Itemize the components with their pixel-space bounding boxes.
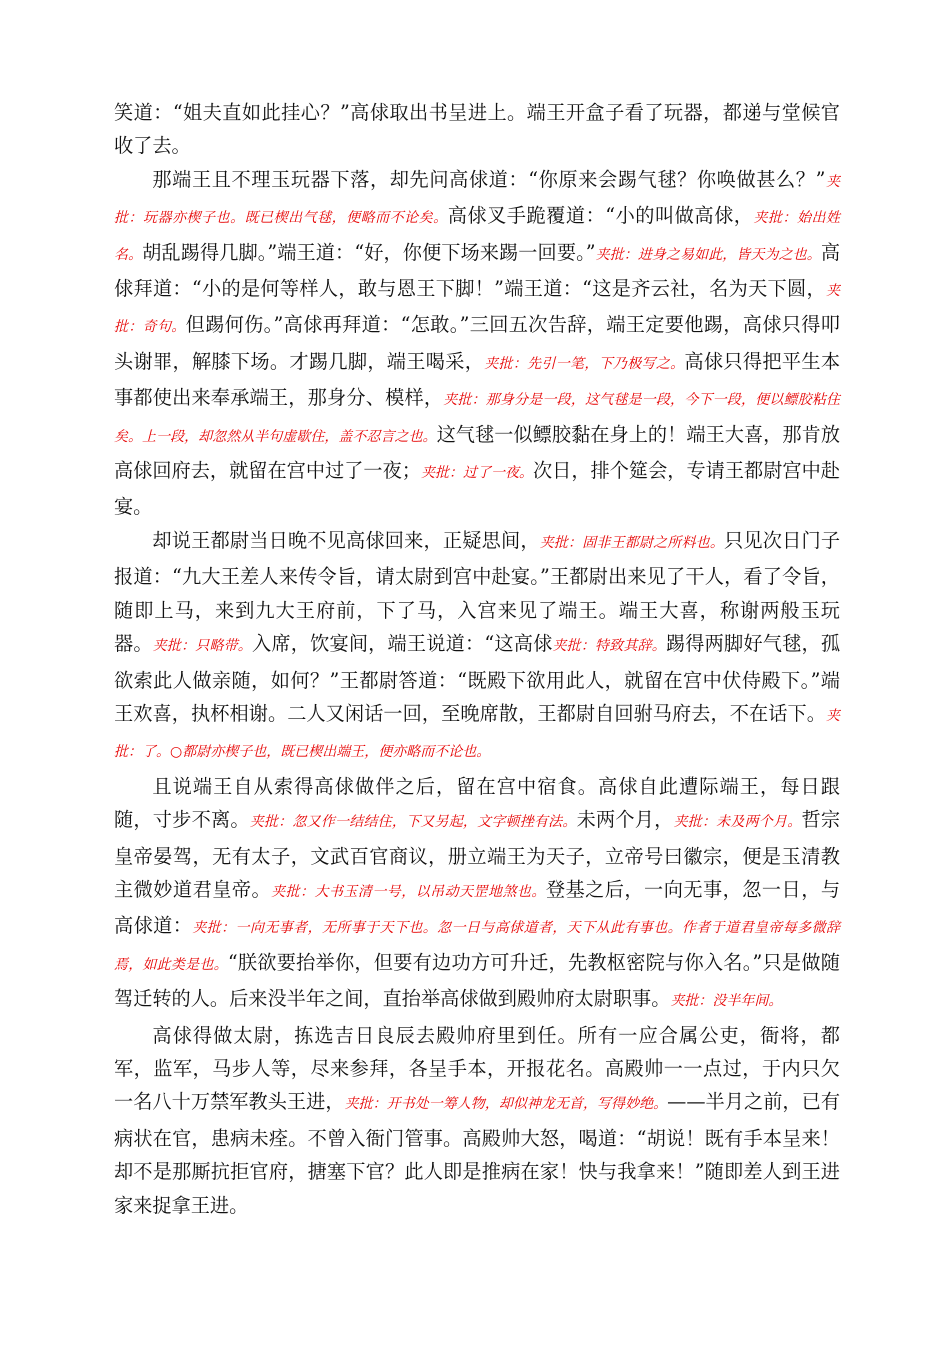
commentary-note: 夹批：玩器亦楔子也。既已楔出气毬，便略而不论矣。 [114, 173, 841, 227]
document-page [114, 96, 840, 1222]
body-text: 胡乱踢得几脚。”端王道：“好，你便下场来踢一回要。” [142, 240, 596, 264]
body-text: 高俅得做太尉，拣选吉日良辰去殿帅府里到任。所有一应合属公吏，衙将，都军，监军，马步人等，尽来参拜，各呈手本，开报花名。高殿帅一一点过，于内只欠一名八十万禁军教头王进， [114, 1023, 840, 1114]
commentary-note: 夹批：没半年间。 [670, 993, 783, 1010]
body-text: 登基之后，一向无事，忽一日，与高俅道： [114, 877, 841, 938]
body-text: 这气毬一似鳔胶黏在身上的！端王大喜，那肯放高俅回府去，就留在宫中过了一夜； [114, 422, 841, 483]
body-text: 入席，饮宴间，端王说道：“这高俅 [251, 632, 553, 656]
commentary-note: 夹批：先引一笔，下乃极写之。 [484, 355, 685, 372]
paragraph [114, 1019, 840, 1222]
commentary-note: 夹批：奇句。 [114, 283, 840, 336]
paragraph [114, 163, 840, 524]
body-text: 未两个月， [576, 808, 674, 832]
body-text: 但踢何伤。”高俅再拜道：“怎敢。”三回五次告辞，端王定要他踢，高俅只得叩头谢罪，解膝下场。才踢几脚，端王喝采， [114, 313, 840, 373]
paragraph [114, 770, 840, 1019]
commentary-note: 夹批：那身分是一段，这气毬是一段，今下一段，便以鳔胶粘住矣。上一段，却忽然从半句虚歇住，盖不忍言之也。 [114, 392, 841, 445]
body-text: “朕欲要抬举你，但要有边功方可升迁，先教枢密院与你入名。”只是做随驾迁转的人。后来没半年之间，直抬举高俅做到殿帅府太尉职事。 [114, 950, 840, 1011]
commentary-note: 夹批：未及两个月。 [673, 814, 802, 831]
body-text: 却说王都尉当日晚不见高俅回来，正疑思间， [152, 528, 540, 552]
body-text: 踢得两脚好气毬，孤欲索此人做亲随，如何？”王都尉答道：“既殿下欲用此人，就留在宫中伏侍殿下。”端王欢喜，执杯相谢。二人又闲话一回，至晚席散，王都尉自回驸马府去，不在话下。 [114, 632, 841, 725]
body-text: 那端王且不理玉玩器下落，却先问高俅道：“你原来会踢气毬？你唤做甚么？” [152, 167, 826, 191]
commentary-note: 夹批：过了一夜。 [421, 465, 533, 482]
body-text: 只见次日门子报道：“九大王差人来传令旨，请太尉到宫中赴宴。”王都尉出来见了干人，看了令旨，随即上马，来到九大王府前，下了马，入宫来见了端王。端王大喜，称谢两般玉玩器。 [114, 528, 841, 656]
commentary-note: 夹批：大书玉清一号，以吊动天罡地煞也。 [271, 883, 546, 900]
paragraph [114, 524, 840, 770]
body-text: 且说端王自从索得高俅做伴之后，留在宫中宿食。高俅自此遭际端王，每日跟随，寸步不离。 [114, 774, 840, 832]
commentary-note: 夹批：忽又作一结结住，下又另起，文字顿挫有法。 [249, 814, 577, 831]
commentary-note: 夹批：固非王都尉之所料也。 [539, 534, 724, 551]
body-text: 笑道：“姐夫直如此挂心？”高俅取出书呈进上。端王开盒子看了玩器，都递与堂候官收了去。 [114, 101, 840, 158]
commentary-note: 夹批：特致其辞。 [552, 638, 666, 655]
commentary-note: 夹批：了。○都尉亦楔子也，既已楔出端王，便亦略而不论也。 [114, 707, 840, 761]
body-text: 哲宗皇帝晏驾，无有太子，文武百官商议，册立端王为天子，立帝号曰徽宗，便是玉清教主微妙道君皇帝。 [114, 808, 841, 901]
commentary-note: 夹批：始出姓名。 [114, 210, 841, 263]
body-text: 高俅叉手跪覆道：“小的叫做高俅， [447, 204, 754, 228]
body-text: ——半月之前，已有病状在官，患病未痊。不曾入衙门管事。高殿帅大怒，喝道：“胡说！既有手本呈来！却不是那厮抗拒官府，搪塞下官？此人即是推病在家！快与我拿来！”随即差人到王进家来捉拿王进。 [114, 1090, 841, 1217]
commentary-note: 夹批：只略带。 [152, 638, 252, 655]
body-text: 高俅只得把平生本事都使出来奉承端王，那身分、模样， [114, 349, 841, 410]
paragraph [114, 96, 840, 163]
commentary-note: 夹批：开书处一筹人物，却似神龙无首，写得妙绝。 [344, 1096, 668, 1113]
body-text: 次日，排个筵会，专请王都尉宫中赴宴。 [114, 459, 840, 519]
commentary-note: 夹批：进身之易如此，皆天为之也。 [595, 246, 821, 263]
body-text: 高俅拜道：“小的是何等样人，敢与恩王下脚！”端王道：“这是齐云社，名为天下圆， [114, 240, 841, 301]
commentary-note: 夹批：一向无事者，无所事于天下也。忽一日与高俅道者，天下从此有事也。作者于道君皇帝每多微辞焉，如此类是也。 [114, 920, 841, 973]
